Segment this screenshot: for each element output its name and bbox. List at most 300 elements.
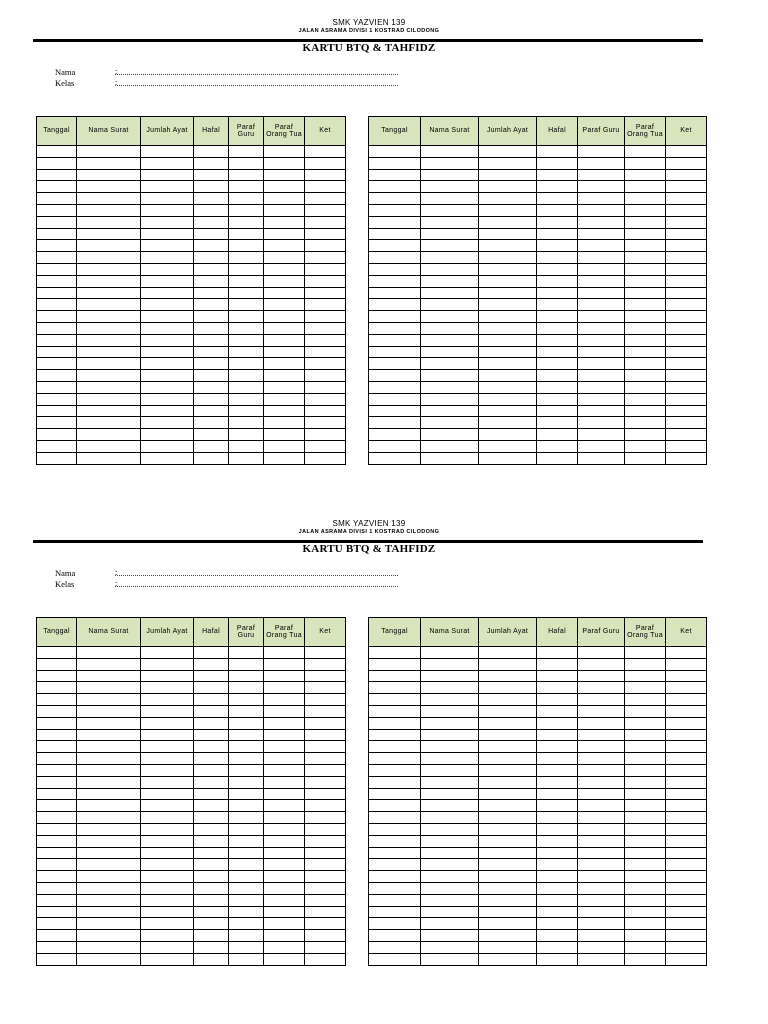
entry-cell[interactable] bbox=[369, 930, 421, 942]
entry-cell[interactable] bbox=[421, 381, 479, 393]
entry-cell[interactable] bbox=[141, 146, 194, 158]
entry-cell[interactable] bbox=[369, 871, 421, 883]
entry-cell[interactable] bbox=[578, 146, 625, 158]
entry-cell[interactable] bbox=[578, 647, 625, 659]
entry-cell[interactable] bbox=[194, 346, 229, 358]
entry-cell[interactable] bbox=[229, 157, 264, 169]
entry-cell[interactable] bbox=[229, 647, 264, 659]
entry-cell[interactable] bbox=[229, 930, 264, 942]
entry-cell[interactable] bbox=[77, 717, 141, 729]
entry-cell[interactable] bbox=[141, 228, 194, 240]
entry-cell[interactable] bbox=[37, 859, 77, 871]
entry-cell[interactable] bbox=[264, 647, 305, 659]
entry-cell[interactable] bbox=[421, 216, 479, 228]
entry-cell[interactable] bbox=[37, 906, 77, 918]
entry-cell[interactable] bbox=[666, 670, 707, 682]
entry-cell[interactable] bbox=[141, 882, 194, 894]
entry-cell[interactable] bbox=[229, 252, 264, 264]
entry-cell[interactable] bbox=[141, 941, 194, 953]
entry-cell[interactable] bbox=[194, 322, 229, 334]
entry-cell[interactable] bbox=[369, 146, 421, 158]
entry-cell[interactable] bbox=[141, 812, 194, 824]
entry-cell[interactable] bbox=[369, 417, 421, 429]
entry-cell[interactable] bbox=[537, 181, 578, 193]
entry-cell[interactable] bbox=[194, 263, 229, 275]
entry-cell[interactable] bbox=[537, 334, 578, 346]
entry-cell[interactable] bbox=[666, 370, 707, 382]
entry-cell[interactable] bbox=[264, 193, 305, 205]
entry-cell[interactable] bbox=[537, 776, 578, 788]
entry-cell[interactable] bbox=[666, 882, 707, 894]
entry-cell[interactable] bbox=[479, 299, 537, 311]
entry-cell[interactable] bbox=[625, 847, 666, 859]
entry-cell[interactable] bbox=[578, 299, 625, 311]
entry-cell[interactable] bbox=[479, 835, 537, 847]
entry-cell[interactable] bbox=[305, 275, 346, 287]
entry-cell[interactable] bbox=[369, 705, 421, 717]
entry-cell[interactable] bbox=[194, 847, 229, 859]
entry-cell[interactable] bbox=[537, 753, 578, 765]
entry-cell[interactable] bbox=[421, 322, 479, 334]
entry-cell[interactable] bbox=[537, 847, 578, 859]
entry-cell[interactable] bbox=[264, 812, 305, 824]
entry-cell[interactable] bbox=[77, 429, 141, 441]
entry-cell[interactable] bbox=[141, 871, 194, 883]
entry-cell[interactable] bbox=[305, 193, 346, 205]
entry-cell[interactable] bbox=[264, 405, 305, 417]
entry-cell[interactable] bbox=[194, 717, 229, 729]
entry-cell[interactable] bbox=[194, 658, 229, 670]
entry-cell[interactable] bbox=[578, 753, 625, 765]
entry-cell[interactable] bbox=[264, 334, 305, 346]
entry-cell[interactable] bbox=[625, 835, 666, 847]
entry-cell[interactable] bbox=[369, 311, 421, 323]
entry-cell[interactable] bbox=[77, 346, 141, 358]
entry-cell[interactable] bbox=[229, 334, 264, 346]
entry-cell[interactable] bbox=[625, 358, 666, 370]
entry-cell[interactable] bbox=[77, 882, 141, 894]
entry-cell[interactable] bbox=[264, 275, 305, 287]
entry-cell[interactable] bbox=[229, 358, 264, 370]
entry-cell[interactable] bbox=[229, 871, 264, 883]
entry-cell[interactable] bbox=[37, 405, 77, 417]
entry-cell[interactable] bbox=[625, 729, 666, 741]
entry-cell[interactable] bbox=[625, 169, 666, 181]
entry-cell[interactable] bbox=[479, 717, 537, 729]
entry-cell[interactable] bbox=[578, 658, 625, 670]
entry-cell[interactable] bbox=[537, 918, 578, 930]
entry-cell[interactable] bbox=[229, 263, 264, 275]
entry-cell[interactable] bbox=[229, 299, 264, 311]
entry-cell[interactable] bbox=[305, 393, 346, 405]
entry-cell[interactable] bbox=[305, 705, 346, 717]
entry-cell[interactable] bbox=[479, 859, 537, 871]
entry-cell[interactable] bbox=[666, 299, 707, 311]
entry-cell[interactable] bbox=[479, 370, 537, 382]
entry-cell[interactable] bbox=[141, 823, 194, 835]
entry-cell[interactable] bbox=[369, 812, 421, 824]
entry-cell[interactable] bbox=[77, 370, 141, 382]
entry-cell[interactable] bbox=[305, 812, 346, 824]
entry-cell[interactable] bbox=[537, 263, 578, 275]
entry-cell[interactable] bbox=[421, 906, 479, 918]
entry-cell[interactable] bbox=[537, 658, 578, 670]
entry-cell[interactable] bbox=[264, 322, 305, 334]
entry-cell[interactable] bbox=[578, 764, 625, 776]
entry-cell[interactable] bbox=[37, 918, 77, 930]
entry-cell[interactable] bbox=[194, 334, 229, 346]
entry-cell[interactable] bbox=[194, 941, 229, 953]
entry-cell[interactable] bbox=[194, 252, 229, 264]
entry-cell[interactable] bbox=[305, 871, 346, 883]
entry-cell[interactable] bbox=[479, 240, 537, 252]
entry-cell[interactable] bbox=[264, 694, 305, 706]
entry-cell[interactable] bbox=[578, 452, 625, 464]
entry-cell[interactable] bbox=[264, 370, 305, 382]
entry-cell[interactable] bbox=[578, 157, 625, 169]
entry-cell[interactable] bbox=[37, 882, 77, 894]
entry-cell[interactable] bbox=[229, 381, 264, 393]
entry-cell[interactable] bbox=[264, 169, 305, 181]
entry-cell[interactable] bbox=[625, 859, 666, 871]
entry-cell[interactable] bbox=[369, 405, 421, 417]
entry-cell[interactable] bbox=[229, 694, 264, 706]
entry-cell[interactable] bbox=[421, 157, 479, 169]
entry-cell[interactable] bbox=[537, 953, 578, 965]
entry-cell[interactable] bbox=[264, 882, 305, 894]
entry-cell[interactable] bbox=[305, 181, 346, 193]
entry-cell[interactable] bbox=[479, 941, 537, 953]
entry-cell[interactable] bbox=[421, 440, 479, 452]
entry-cell[interactable] bbox=[264, 452, 305, 464]
entry-cell[interactable] bbox=[479, 322, 537, 334]
entry-cell[interactable] bbox=[305, 764, 346, 776]
entry-cell[interactable] bbox=[37, 429, 77, 441]
entry-cell[interactable] bbox=[194, 452, 229, 464]
entry-cell[interactable] bbox=[578, 729, 625, 741]
entry-cell[interactable] bbox=[625, 157, 666, 169]
entry-cell[interactable] bbox=[305, 953, 346, 965]
entry-cell[interactable] bbox=[37, 370, 77, 382]
entry-cell[interactable] bbox=[305, 823, 346, 835]
entry-cell[interactable] bbox=[479, 953, 537, 965]
entry-cell[interactable] bbox=[37, 894, 77, 906]
entry-cell[interactable] bbox=[421, 647, 479, 659]
entry-cell[interactable] bbox=[229, 729, 264, 741]
entry-cell[interactable] bbox=[537, 287, 578, 299]
entry-cell[interactable] bbox=[537, 275, 578, 287]
entry-cell[interactable] bbox=[37, 705, 77, 717]
kelas-fill-line[interactable] bbox=[115, 579, 398, 587]
entry-cell[interactable] bbox=[578, 906, 625, 918]
entry-cell[interactable] bbox=[141, 753, 194, 765]
entry-cell[interactable] bbox=[305, 729, 346, 741]
entry-cell[interactable] bbox=[625, 670, 666, 682]
entry-cell[interactable] bbox=[37, 216, 77, 228]
entry-cell[interactable] bbox=[194, 835, 229, 847]
entry-cell[interactable] bbox=[229, 181, 264, 193]
entry-cell[interactable] bbox=[369, 393, 421, 405]
entry-cell[interactable] bbox=[421, 776, 479, 788]
entry-cell[interactable] bbox=[264, 729, 305, 741]
entry-cell[interactable] bbox=[37, 658, 77, 670]
entry-cell[interactable] bbox=[369, 647, 421, 659]
entry-cell[interactable] bbox=[369, 334, 421, 346]
entry-cell[interactable] bbox=[77, 729, 141, 741]
entry-cell[interactable] bbox=[229, 741, 264, 753]
entry-cell[interactable] bbox=[305, 682, 346, 694]
entry-cell[interactable] bbox=[537, 930, 578, 942]
entry-cell[interactable] bbox=[369, 452, 421, 464]
entry-cell[interactable] bbox=[369, 918, 421, 930]
entry-cell[interactable] bbox=[264, 918, 305, 930]
entry-cell[interactable] bbox=[229, 776, 264, 788]
entry-cell[interactable] bbox=[77, 417, 141, 429]
entry-cell[interactable] bbox=[479, 705, 537, 717]
entry-cell[interactable] bbox=[479, 647, 537, 659]
entry-cell[interactable] bbox=[369, 823, 421, 835]
entry-cell[interactable] bbox=[369, 252, 421, 264]
entry-cell[interactable] bbox=[37, 788, 77, 800]
entry-cell[interactable] bbox=[421, 299, 479, 311]
entry-cell[interactable] bbox=[625, 311, 666, 323]
entry-cell[interactable] bbox=[77, 263, 141, 275]
entry-cell[interactable] bbox=[625, 393, 666, 405]
entry-cell[interactable] bbox=[666, 228, 707, 240]
entry-cell[interactable] bbox=[141, 682, 194, 694]
entry-cell[interactable] bbox=[625, 764, 666, 776]
entry-cell[interactable] bbox=[666, 753, 707, 765]
entry-cell[interactable] bbox=[537, 252, 578, 264]
entry-cell[interactable] bbox=[141, 764, 194, 776]
entry-cell[interactable] bbox=[37, 346, 77, 358]
entry-cell[interactable] bbox=[194, 228, 229, 240]
entry-cell[interactable] bbox=[666, 169, 707, 181]
entry-cell[interactable] bbox=[421, 311, 479, 323]
entry-cell[interactable] bbox=[194, 882, 229, 894]
entry-cell[interactable] bbox=[77, 157, 141, 169]
entry-cell[interactable] bbox=[666, 452, 707, 464]
entry-cell[interactable] bbox=[37, 871, 77, 883]
entry-cell[interactable] bbox=[141, 429, 194, 441]
entry-cell[interactable] bbox=[578, 930, 625, 942]
entry-cell[interactable] bbox=[194, 405, 229, 417]
entry-cell[interactable] bbox=[625, 417, 666, 429]
entry-cell[interactable] bbox=[37, 322, 77, 334]
entry-cell[interactable] bbox=[264, 930, 305, 942]
entry-cell[interactable] bbox=[77, 894, 141, 906]
entry-cell[interactable] bbox=[264, 346, 305, 358]
entry-cell[interactable] bbox=[625, 812, 666, 824]
entry-cell[interactable] bbox=[369, 287, 421, 299]
entry-cell[interactable] bbox=[479, 788, 537, 800]
entry-cell[interactable] bbox=[229, 812, 264, 824]
entry-cell[interactable] bbox=[537, 216, 578, 228]
entry-cell[interactable] bbox=[229, 800, 264, 812]
entry-cell[interactable] bbox=[479, 906, 537, 918]
entry-cell[interactable] bbox=[229, 918, 264, 930]
entry-cell[interactable] bbox=[625, 647, 666, 659]
entry-cell[interactable] bbox=[369, 275, 421, 287]
entry-cell[interactable] bbox=[625, 953, 666, 965]
entry-cell[interactable] bbox=[369, 216, 421, 228]
entry-cell[interactable] bbox=[479, 193, 537, 205]
entry-cell[interactable] bbox=[421, 835, 479, 847]
entry-cell[interactable] bbox=[264, 670, 305, 682]
entry-cell[interactable] bbox=[229, 894, 264, 906]
entry-cell[interactable] bbox=[479, 823, 537, 835]
entry-cell[interactable] bbox=[37, 381, 77, 393]
entry-cell[interactable] bbox=[479, 181, 537, 193]
entry-cell[interactable] bbox=[666, 741, 707, 753]
entry-cell[interactable] bbox=[305, 440, 346, 452]
entry-cell[interactable] bbox=[421, 941, 479, 953]
entry-cell[interactable] bbox=[37, 941, 77, 953]
entry-cell[interactable] bbox=[578, 882, 625, 894]
entry-cell[interactable] bbox=[625, 193, 666, 205]
entry-cell[interactable] bbox=[479, 930, 537, 942]
entry-cell[interactable] bbox=[194, 729, 229, 741]
entry-cell[interactable] bbox=[37, 647, 77, 659]
entry-cell[interactable] bbox=[37, 204, 77, 216]
entry-cell[interactable] bbox=[37, 311, 77, 323]
entry-cell[interactable] bbox=[666, 800, 707, 812]
entry-cell[interactable] bbox=[479, 694, 537, 706]
entry-cell[interactable] bbox=[537, 682, 578, 694]
entry-cell[interactable] bbox=[305, 918, 346, 930]
entry-cell[interactable] bbox=[264, 299, 305, 311]
entry-cell[interactable] bbox=[421, 930, 479, 942]
entry-cell[interactable] bbox=[421, 823, 479, 835]
entry-cell[interactable] bbox=[37, 741, 77, 753]
entry-cell[interactable] bbox=[625, 322, 666, 334]
entry-cell[interactable] bbox=[37, 753, 77, 765]
entry-cell[interactable] bbox=[578, 370, 625, 382]
entry-cell[interactable] bbox=[537, 405, 578, 417]
entry-cell[interactable] bbox=[229, 322, 264, 334]
entry-cell[interactable] bbox=[537, 346, 578, 358]
entry-cell[interactable] bbox=[578, 847, 625, 859]
entry-cell[interactable] bbox=[479, 741, 537, 753]
entry-cell[interactable] bbox=[77, 287, 141, 299]
entry-cell[interactable] bbox=[141, 800, 194, 812]
entry-cell[interactable] bbox=[479, 670, 537, 682]
entry-cell[interactable] bbox=[421, 953, 479, 965]
entry-cell[interactable] bbox=[479, 334, 537, 346]
entry-cell[interactable] bbox=[37, 776, 77, 788]
entry-cell[interactable] bbox=[578, 859, 625, 871]
entry-cell[interactable] bbox=[194, 776, 229, 788]
entry-cell[interactable] bbox=[37, 146, 77, 158]
entry-cell[interactable] bbox=[625, 930, 666, 942]
entry-cell[interactable] bbox=[369, 882, 421, 894]
entry-cell[interactable] bbox=[264, 157, 305, 169]
entry-cell[interactable] bbox=[421, 393, 479, 405]
entry-cell[interactable] bbox=[666, 240, 707, 252]
entry-cell[interactable] bbox=[666, 181, 707, 193]
entry-cell[interactable] bbox=[264, 823, 305, 835]
entry-cell[interactable] bbox=[229, 452, 264, 464]
entry-cell[interactable] bbox=[194, 311, 229, 323]
entry-cell[interactable] bbox=[229, 228, 264, 240]
entry-cell[interactable] bbox=[537, 452, 578, 464]
entry-cell[interactable] bbox=[141, 788, 194, 800]
entry-cell[interactable] bbox=[625, 146, 666, 158]
entry-cell[interactable] bbox=[537, 800, 578, 812]
entry-cell[interactable] bbox=[194, 764, 229, 776]
entry-cell[interactable] bbox=[141, 322, 194, 334]
entry-cell[interactable] bbox=[666, 823, 707, 835]
entry-cell[interactable] bbox=[141, 263, 194, 275]
entry-cell[interactable] bbox=[369, 322, 421, 334]
entry-cell[interactable] bbox=[479, 682, 537, 694]
entry-cell[interactable] bbox=[141, 918, 194, 930]
entry-cell[interactable] bbox=[666, 275, 707, 287]
entry-cell[interactable] bbox=[264, 252, 305, 264]
entry-cell[interactable] bbox=[479, 440, 537, 452]
entry-cell[interactable] bbox=[194, 358, 229, 370]
entry-cell[interactable] bbox=[229, 859, 264, 871]
entry-cell[interactable] bbox=[264, 800, 305, 812]
entry-cell[interactable] bbox=[625, 788, 666, 800]
entry-cell[interactable] bbox=[37, 930, 77, 942]
entry-cell[interactable] bbox=[537, 812, 578, 824]
entry-cell[interactable] bbox=[229, 953, 264, 965]
entry-cell[interactable] bbox=[229, 311, 264, 323]
entry-cell[interactable] bbox=[578, 334, 625, 346]
entry-cell[interactable] bbox=[77, 647, 141, 659]
entry-cell[interactable] bbox=[666, 216, 707, 228]
entry-cell[interactable] bbox=[625, 216, 666, 228]
entry-cell[interactable] bbox=[264, 741, 305, 753]
entry-cell[interactable] bbox=[421, 334, 479, 346]
entry-cell[interactable] bbox=[625, 452, 666, 464]
entry-cell[interactable] bbox=[578, 670, 625, 682]
entry-cell[interactable] bbox=[77, 334, 141, 346]
entry-cell[interactable] bbox=[578, 440, 625, 452]
entry-cell[interactable] bbox=[666, 941, 707, 953]
entry-cell[interactable] bbox=[369, 240, 421, 252]
entry-cell[interactable] bbox=[369, 741, 421, 753]
entry-cell[interactable] bbox=[578, 788, 625, 800]
entry-cell[interactable] bbox=[141, 835, 194, 847]
entry-cell[interactable] bbox=[479, 204, 537, 216]
entry-cell[interactable] bbox=[77, 694, 141, 706]
entry-cell[interactable] bbox=[369, 169, 421, 181]
entry-cell[interactable] bbox=[369, 429, 421, 441]
entry-cell[interactable] bbox=[578, 835, 625, 847]
entry-cell[interactable] bbox=[479, 157, 537, 169]
entry-cell[interactable] bbox=[666, 263, 707, 275]
entry-cell[interactable] bbox=[479, 417, 537, 429]
entry-cell[interactable] bbox=[229, 146, 264, 158]
entry-cell[interactable] bbox=[305, 334, 346, 346]
entry-cell[interactable] bbox=[305, 381, 346, 393]
entry-cell[interactable] bbox=[37, 299, 77, 311]
entry-cell[interactable] bbox=[37, 417, 77, 429]
entry-cell[interactable] bbox=[264, 941, 305, 953]
entry-cell[interactable] bbox=[229, 717, 264, 729]
entry-cell[interactable] bbox=[77, 252, 141, 264]
entry-cell[interactable] bbox=[578, 682, 625, 694]
entry-cell[interactable] bbox=[666, 193, 707, 205]
entry-cell[interactable] bbox=[141, 776, 194, 788]
entry-cell[interactable] bbox=[537, 204, 578, 216]
entry-cell[interactable] bbox=[421, 405, 479, 417]
entry-cell[interactable] bbox=[625, 181, 666, 193]
entry-cell[interactable] bbox=[264, 311, 305, 323]
entry-cell[interactable] bbox=[264, 358, 305, 370]
